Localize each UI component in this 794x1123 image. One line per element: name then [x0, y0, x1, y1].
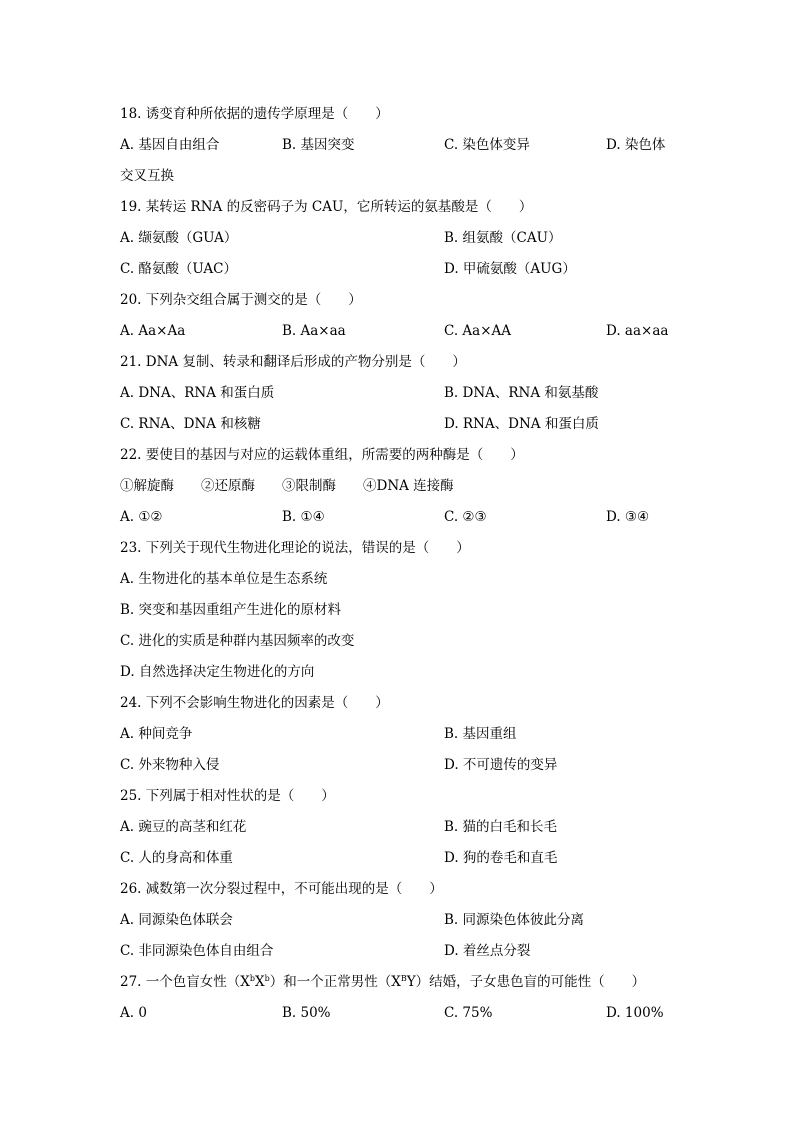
question-21-option-c: C. RNA、DNA 和核糖: [120, 416, 261, 432]
question-21-option-a: A. DNA、RNA 和蛋白质: [120, 385, 275, 401]
question-26-option-c: C. 非同源染色体自由组合: [120, 943, 274, 959]
question-27-superscript: b: [264, 974, 270, 983]
question-20-stem: 20. 下列杂交组合属于测交的是（ ）: [120, 292, 362, 308]
question-24-option-a: A. 种间竞争: [120, 726, 193, 742]
question-20-option-b: B. Aa×aa: [282, 323, 346, 339]
question-22-stem: 22. 要使目的基因与对应的运载体重组，所需要的两种酶是（ ）: [120, 447, 524, 463]
question-20-option-c: C. Aa×AA: [444, 323, 512, 339]
question-19-option-d: D. 甲硫氨酸（AUG）: [444, 261, 576, 277]
question-18-stem: 18. 诱变育种所依据的遗传学原理是（ ）: [120, 106, 389, 122]
question-25-option-c: C. 人的身高和体重: [120, 850, 233, 866]
question-22-enzyme-list: ①解旋酶 ②还原酶 ③限制酶 ④DNA 连接酶: [120, 478, 454, 494]
question-27-option-c: C. 75%: [444, 1005, 493, 1021]
question-18-option-c: C. 染色体变异: [444, 137, 530, 153]
question-27-option-b: B. 50%: [282, 1005, 331, 1021]
question-19-option-c: C. 酪氨酸（UAC）: [120, 261, 237, 277]
question-27-stem-part: 27. 一个色盲女性（X: [120, 974, 250, 990]
question-20-option-d: D. aa×aa: [606, 323, 669, 339]
question-26-option-d: D. 着丝点分裂: [444, 943, 531, 959]
question-21-stem: 21. DNA 复制、转录和翻译后形成的产物分别是（ ）: [120, 354, 466, 370]
question-22-option-a: A. ①②: [120, 509, 163, 525]
question-25-option-a: A. 豌豆的高茎和红花: [120, 819, 247, 835]
question-21-option-d: D. RNA、DNA 和蛋白质: [444, 416, 599, 432]
question-23-option-d: D. 自然选择决定生物进化的方向: [120, 664, 315, 680]
question-20-option-a: A. Aa×Aa: [120, 323, 186, 339]
question-23-option-c: C. 进化的实质是种群内基因频率的改变: [120, 633, 355, 649]
question-25-stem: 25. 下列属于相对性状的是（ ）: [120, 788, 335, 804]
question-27-stem-part: X: [255, 974, 265, 990]
question-23-option-a: A. 生物进化的基本单位是生态系统: [120, 571, 328, 587]
question-27-option-d: D. 100%: [606, 1005, 664, 1021]
question-23-option-b: B. 突变和基因重组产生进化的原材料: [120, 602, 342, 618]
question-22-option-c: C. ②③: [444, 509, 487, 525]
question-18-option-d-continuation: 交叉互换: [120, 168, 174, 184]
question-23-stem: 23. 下列关于现代生物进化理论的说法，错误的是（ ）: [120, 540, 470, 556]
question-27-superscript: b: [249, 974, 255, 983]
question-18-option-d: D. 染色体: [606, 137, 666, 153]
question-26-option-b: B. 同源染色体彼此分离: [444, 912, 585, 928]
question-24-option-c: C. 外来物种入侵: [120, 757, 220, 773]
question-27-option-a: A. 0: [120, 1005, 147, 1021]
question-25-option-b: B. 猫的白毛和长毛: [444, 819, 558, 835]
question-21-option-b: B. DNA、RNA 和氨基酸: [444, 385, 599, 401]
question-27-stem-part: Y）结婚，子女患色盲的可能性（ ）: [406, 974, 646, 990]
question-27-superscript: B: [400, 974, 407, 983]
question-19-stem: 19. 某转运 RNA 的反密码子为 CAU，它所转运的氨基酸是（ ）: [120, 199, 533, 215]
question-24-option-d: D. 不可遗传的变异: [444, 757, 558, 773]
question-18-option-b: B. 基因突变: [282, 137, 355, 153]
question-27-stem-part: ）和一个正常男性（X: [269, 974, 401, 990]
question-19-option-a: A. 缬氨酸（GUA）: [120, 230, 238, 246]
question-19-option-b: B. 组氨酸（CAU）: [444, 230, 562, 246]
question-22-option-b: B. ①④: [282, 509, 325, 525]
question-26-stem: 26. 减数第一次分裂过程中，不可能出现的是（ ）: [120, 881, 443, 897]
question-22-option-d: D. ③④: [606, 509, 650, 525]
question-26-option-a: A. 同源染色体联会: [120, 912, 233, 928]
question-24-stem: 24. 下列不会影响生物进化的因素是（ ）: [120, 695, 389, 711]
question-25-option-d: D. 狗的卷毛和直毛: [444, 850, 558, 866]
question-24-option-b: B. 基因重组: [444, 726, 517, 742]
question-18-option-a: A. 基因自由组合: [120, 137, 220, 153]
question-27-stem: [120, 973, 645, 991]
